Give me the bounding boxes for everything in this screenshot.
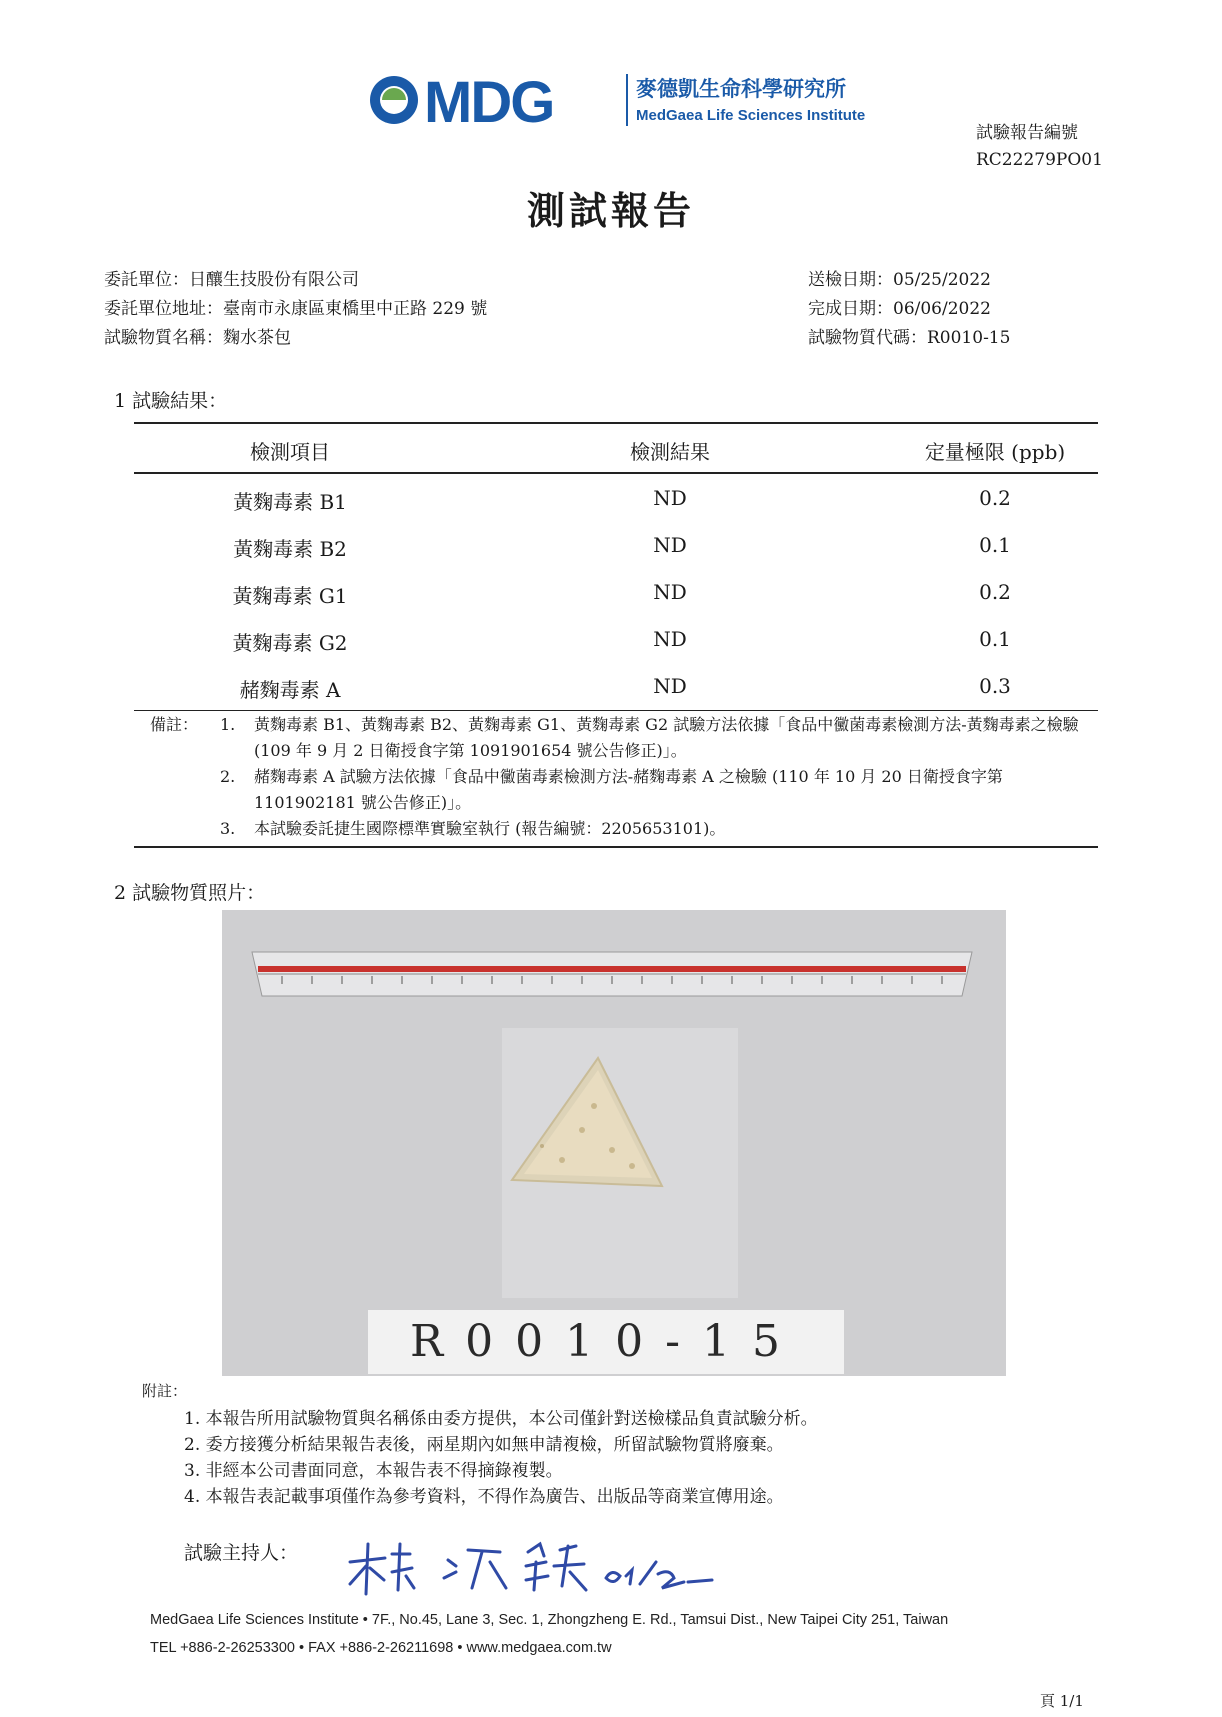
note-item: 2. 赭麴毒素 A 試驗方法依據「食品中黴菌毒素檢測方法-赭麴毒素 A 之檢驗 (110 年 10 月 20 日衛授食字第 1101902181 號公告修正)」。	[220, 767, 1003, 812]
appendix-list	[184, 1406, 818, 1510]
note-item: 備註： 1. 黃麴毒素 B1、黃麴毒素 B2、黃麴毒素 G1、黃麴毒素 G2 試驗方法依據「食品中黴菌毒素檢測方法-黃麴毒素之檢驗 (109 年 9 月 2 日衛授食字第 1091901654 號公告修正)」。	[150, 712, 1098, 764]
notes-bottom-rule	[134, 846, 1098, 848]
ruler-icon	[252, 952, 972, 996]
row-item: 黃麴毒素 B2	[233, 537, 347, 561]
row-loq: 0.1	[979, 627, 1011, 651]
row-loq: 0.1	[979, 533, 1011, 557]
table-header-rule	[134, 472, 1098, 474]
page-number: 頁 1/1	[1040, 1692, 1084, 1710]
table-top-rule	[134, 422, 1098, 424]
row-loq: 0.2	[979, 486, 1011, 510]
row-result: ND	[653, 533, 687, 557]
material-code: 試驗物質代碼：R0010-15	[808, 328, 1011, 348]
table-row	[0, 674, 1222, 704]
row-result: ND	[653, 627, 687, 651]
table-row	[0, 486, 1222, 516]
report-number: RC22279PO01	[976, 150, 1103, 170]
complete-date: 完成日期：06/06/2022	[808, 299, 991, 319]
row-item: 黃麴毒素 G1	[232, 584, 348, 608]
sample-photo	[222, 910, 1006, 1376]
appendix-label: 附註：	[142, 1382, 188, 1400]
table-notes	[150, 712, 1098, 842]
list-item: 3. 非經本公司書面同意，本報告表不得摘錄複製。	[184, 1461, 563, 1481]
section-1-title: 1 試驗結果：	[114, 390, 228, 412]
page-title: 測試報告	[526, 188, 695, 233]
sample-label: R0010-15	[368, 1310, 844, 1374]
logo-wordmark: MDG	[424, 70, 554, 130]
table-bottom-rule	[134, 710, 1098, 711]
header-loq: 定量極限 (ppb)	[924, 440, 1066, 464]
footer-contact: TEL +886-2-26253300 • FAX +886-2-26211698 • www.medgaea.com.tw	[150, 1640, 612, 1656]
row-item: 赭麴毒素 A	[239, 678, 341, 702]
header-result: 檢測結果	[630, 440, 710, 464]
logo-en-name: MedGaea Life Sciences Institute	[636, 107, 866, 124]
client-name: 委託單位：日釀生技股份有限公司	[104, 270, 359, 290]
handwritten-signature	[340, 1532, 720, 1602]
logo-cn-name: 麥德凱生命科學研究所	[636, 77, 846, 101]
row-result: ND	[653, 674, 687, 698]
list-item: 2. 委方接獲分析結果報告表後，兩星期內如無申請複檢，所留試驗物質將廢棄。	[184, 1435, 784, 1455]
submit-date: 送檢日期：05/25/2022	[808, 270, 991, 290]
row-result: ND	[653, 580, 687, 604]
table-row	[0, 580, 1222, 610]
table-row	[0, 627, 1222, 657]
footer	[150, 1606, 948, 1662]
table-header	[0, 436, 1222, 466]
row-item: 黃麴毒素 G2	[232, 631, 348, 655]
client-info	[104, 266, 487, 353]
report-number-block	[976, 120, 1103, 174]
row-loq: 0.2	[979, 580, 1011, 604]
test-host-label: 試驗主持人：	[184, 1542, 299, 1564]
row-item: 黃麴毒素 B1	[233, 490, 347, 514]
list-item: 4. 本報告表記載事項僅作為參考資料，不得作為廣告、出版品等商業宣傳用途。	[184, 1487, 784, 1507]
material-name: 試驗物質名稱：麴水茶包	[104, 328, 291, 348]
note-item: 3. 本試驗委託捷生國際標準實驗室執行 (報告編號：2205653101)。	[220, 819, 726, 838]
header-item: 檢測項目	[250, 440, 330, 464]
sample-photo-image	[222, 910, 1006, 1376]
date-info	[808, 266, 1010, 353]
list-item: 1. 本報告所用試驗物質與名稱係由委方提供，本公司僅針對送檢樣品負責試驗分析。	[184, 1409, 818, 1429]
footer-address: MedGaea Life Sciences Institute • 7F., No.45, Lane 3, Sec. 1, Zhongzheng E. Rd., Tamsui Dist., New Taipei City 251, Taiwan	[150, 1612, 949, 1628]
client-address: 委託單位地址：臺南市永康區東橋里中正路 229 號	[104, 299, 488, 319]
row-result: ND	[653, 486, 687, 510]
section-2-title: 2 試驗物質照片：	[114, 882, 266, 904]
table-row	[0, 533, 1222, 563]
report-number-label: 試驗報告編號	[976, 123, 1078, 143]
mdg-logo	[368, 70, 888, 130]
row-loq: 0.3	[979, 674, 1011, 698]
notes-label: 備註：	[150, 715, 199, 734]
